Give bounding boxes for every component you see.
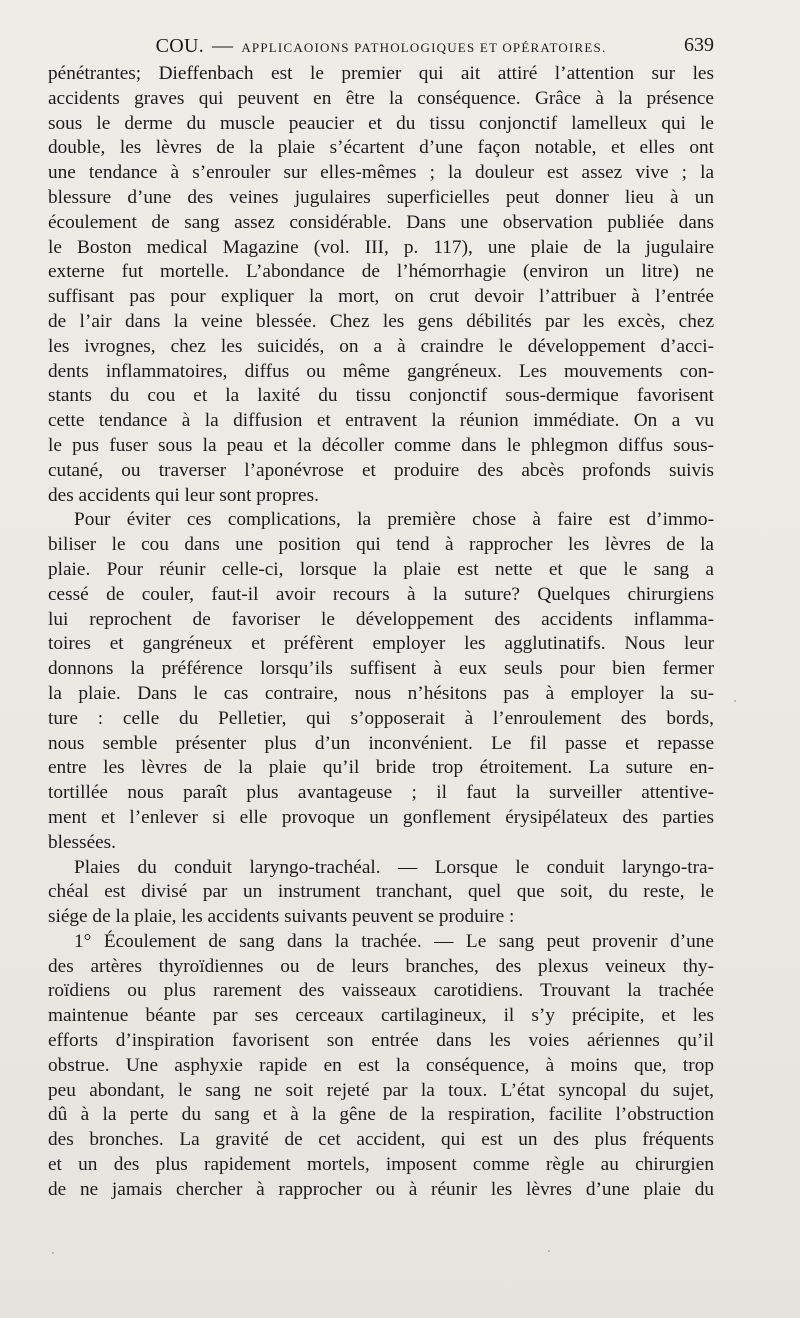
text-line: chéal est divisé par un instrument tranchant, quel que soit, du reste, le <box>48 881 714 903</box>
text-line: ture : celle du Pelletier, qui s’opposerait à l’enroulement des bords, <box>48 707 714 729</box>
text-line: sous le derme du muscle peaucier et du tissu conjonctif lamelleux qui le <box>48 112 714 134</box>
text-line: biliser le cou dans une position qui tend à rapprocher les lèvres de la <box>48 534 714 556</box>
text-line: de ne jamais chercher à rapprocher ou à réunir les lèvres d’une plaie du <box>48 1178 714 1200</box>
text-line: écoulement de sang assez considérable. Dans une observation publiée dans <box>48 211 714 233</box>
text-line: plaie. Pour réunir celle-ci, lorsque la plaie est nette et que le sang a <box>48 558 714 580</box>
running-head <box>48 30 714 60</box>
text-line: nous semble présenter plus d’un inconvénient. Le fil passe et repasse <box>48 732 714 754</box>
text-line: donnons la préférence lorsqu’ils suffisent à eux seuls pour bien fermer <box>48 658 714 680</box>
text-line: cessé de couler, faut-il avoir recours à la suture? Quelques chirurgiens <box>48 583 714 605</box>
text-line: des accidents qui leur sont propres. <box>48 484 319 506</box>
section-title: COU. <box>155 35 205 57</box>
text-line: dû à la perte du sang et à la gêne de la respiration, facilite l’obstruction <box>48 1104 714 1126</box>
text-line: stants du cou et la laxité du tissu conjonctif sous-dermique favorisent <box>48 385 714 407</box>
body-text <box>48 62 714 1203</box>
text-line: peu abondant, le sang ne soit rejeté par la toux. L’état syncopal du sujet, <box>48 1079 714 1101</box>
text-line: double, les lèvres de la plaie s’écartent d’une façon notable, et elles ont <box>48 137 714 159</box>
paper-speck <box>734 700 736 702</box>
text-line: entre les lèvres de la plaie qu’il bride trop étroitement. La suture en- <box>48 757 714 779</box>
text-line: blessées. <box>48 831 117 853</box>
text-line: roïdiens ou plus rarement des vaisseaux carotidiens. Trouvant la trachée <box>48 980 714 1002</box>
text-line: suffisant pas pour expliquer la mort, on crut devoir l’attribuer à l’entrée <box>48 286 714 308</box>
paper-speck <box>52 1252 54 1254</box>
text-line: Pour éviter ces complications, la première chose à faire est d’immo- <box>74 509 714 531</box>
text-line: le pus fuser sous la peau et la décoller comme dans le phlegmon diffus sous- <box>48 434 714 456</box>
text-line: cutané, ou traverser l’aponévrose et produire des abcès profonds suivis <box>48 459 714 481</box>
text-line: le Boston medical Magazine (vol. III, p. 117), une plaie de la jugulaire <box>48 236 714 258</box>
text-line: obstrue. Une asphyxie rapide en est la conséquence, à moins que, trop <box>48 1054 714 1076</box>
text-line: blessure d’une des veines jugulaires superficielles peut donner lieu à un <box>48 186 714 208</box>
text-line: les ivrognes, chez les suicidés, on a à craindre le développement d’acci- <box>48 335 714 357</box>
text-line: dents inflammatoires, diffus ou même gangréneux. Les mouvements con- <box>48 360 714 382</box>
header-separator: — <box>212 33 234 57</box>
paper-speck <box>548 1250 550 1252</box>
text-line: 1° Écoulement de sang dans la trachée. — Le sang peut provenir d’une <box>74 930 714 952</box>
text-line: efforts d’inspiration favorisent son entrée dans les voies aériennes qu’il <box>48 1030 714 1052</box>
text-line: cette tendance à la diffusion et entravent la réunion immédiate. On a vu <box>48 410 714 432</box>
text-line: de l’air dans la veine blessée. Chez les gens débilités par les excès, chez <box>48 310 714 332</box>
page-number: 639 <box>684 34 714 56</box>
header-subtitle: APPLICAOIONS PATHOLOGIQUES ET OPÉRATOIRES. <box>241 40 607 55</box>
text-line: ment et l’enlever si elle provoque un gonflement érysipélateux des parties <box>48 806 714 828</box>
text-line: accidents graves qui peuvent en être la conséquence. Grâce à la présence <box>48 87 714 109</box>
text-line: la plaie. Dans le cas contraire, nous n’hésitons pas à employer la su- <box>48 682 714 704</box>
text-line: et un des plus rapidement mortels, imposent comme règle au chirurgien <box>48 1154 714 1176</box>
running-head-title <box>48 30 714 63</box>
text-line: externe fut mortelle. L’abondance de l’hémorrhagie (environ un litre) ne <box>48 261 714 283</box>
text-line: tortillée nous paraît plus avantageuse ; il faut la surveiller attentive- <box>48 782 714 804</box>
text-line: une tendance à s’enrouler sur elles-mêmes ; la douleur est assez vive ; la <box>48 162 714 184</box>
text-line: lui reprochent de favoriser le développement des accidents inflamma- <box>48 608 714 630</box>
text-line: des artères thyroïdiennes ou de leurs branches, des plexus veineux thy- <box>48 955 714 977</box>
text-line: maintenue béante par ses cerceaux cartilagineux, il s’y précipite, et les <box>48 1005 714 1027</box>
text-line: des bronches. La gravité de cet accident, qui est un des plus fréquents <box>48 1129 714 1151</box>
text-line: Plaies du conduit laryngo-trachéal. — Lorsque le conduit laryngo-tra- <box>74 856 714 878</box>
text-line: pénétrantes; Dieffenbach est le premier qui ait attiré l’attention sur les <box>48 63 714 84</box>
text-line: siége de la plaie, les accidents suivants peuvent se produire : <box>48 906 515 928</box>
text-line: toires et gangréneux et préfèrent employer les agglutinatifs. Nous leur <box>48 633 714 655</box>
